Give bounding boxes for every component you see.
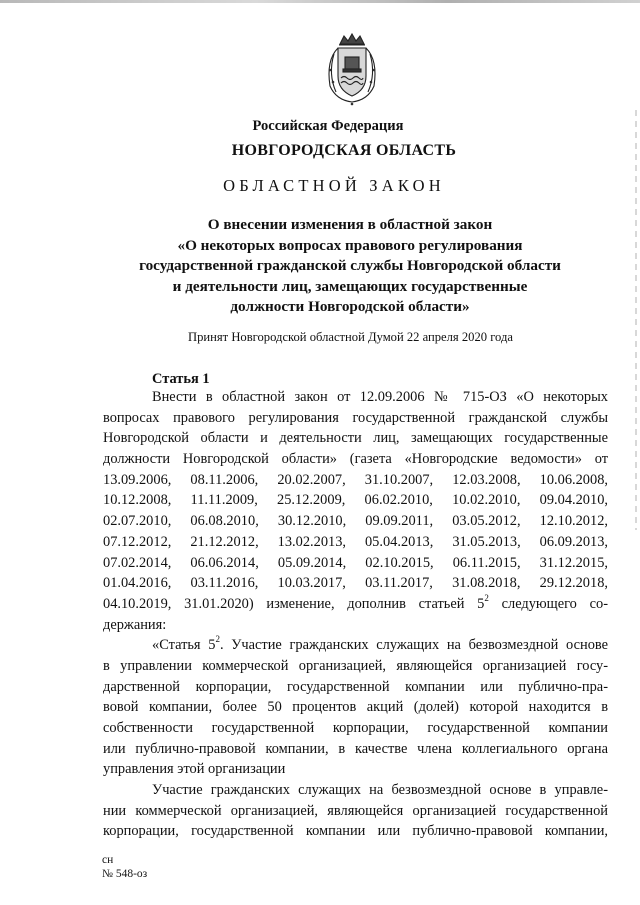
body-line: дарственной корпорации, государственной компании или публично-пра- xyxy=(103,678,608,695)
body-line xyxy=(103,594,608,615)
body-line: Новгородской области и деятельности лиц, замещающих государственные xyxy=(103,430,608,447)
body-line: 01.04.2016, 03.11.2016, 10.03.2017, 03.11.2017, 31.08.2018, 29.12.2018, xyxy=(103,575,608,592)
title-line: О внесении изменения в областной закон xyxy=(207,216,493,233)
coat-of-arms-emblem xyxy=(322,30,382,106)
body-line: 07.02.2014, 06.06.2014, 05.09.2014, 02.10.2015, 06.11.2015, 31.12.2015, xyxy=(103,554,608,571)
body-line: управления этой организации xyxy=(103,761,286,778)
body-line-part: следующего со- xyxy=(501,595,608,612)
body-line: должности Новгородской области» (газета «Новгородские ведомости» от xyxy=(103,451,608,468)
region-heading: НОВГОРОДСКАЯ ОБЛАСТЬ xyxy=(231,142,457,159)
scan-edge-right xyxy=(635,110,637,530)
footer xyxy=(102,853,147,881)
article-body xyxy=(103,387,608,842)
body-line: в управлении коммерческой организацией, являющейся организацией госу- xyxy=(103,657,608,674)
superscript: 2 xyxy=(215,634,220,645)
body-line: вовой компании, более 50 процентов акций (долей) которой находится в xyxy=(103,699,608,716)
country-heading: Российская Федерация xyxy=(252,118,404,134)
body-line: 02.07.2010, 06.08.2010, 30.12.2010, 09.09.2011, 03.05.2012, 12.10.2012, xyxy=(103,513,608,530)
title-line: и деятельности лиц, замещающих государственные xyxy=(172,277,528,295)
body-line: нии коммерческой организацией, являющейся организацией государственной xyxy=(103,802,608,819)
document-title xyxy=(130,215,570,318)
body-line xyxy=(103,635,608,656)
superscript: 2 xyxy=(484,593,489,604)
title-line: должности Новгородской области» xyxy=(230,298,470,315)
body-line-part: 04.10.2019, 31.01.2020) изменение, дополнив статьей 5 xyxy=(103,595,485,612)
footer-initials: сн xyxy=(102,854,114,866)
body-line: или публично-правовой компании, в качестве члена коллегиального органа xyxy=(103,740,608,757)
title-line: «О некоторых вопросах правового регулирования xyxy=(177,236,523,254)
document-type: ОБЛАСТНОЙ ЗАКОН xyxy=(223,176,445,195)
article-heading: Статья 1 xyxy=(152,371,210,387)
body-line: собственности государственной корпорации, государственной компании xyxy=(103,720,608,736)
body-line: корпорации, государственной компании или публично-правовой компании, xyxy=(103,823,608,840)
body-line: Внести в областной закон от 12.09.2006 № 715-ОЗ «О некоторых xyxy=(152,389,608,405)
body-line: Участие гражданских служащих на безвозмездной основе в управле- xyxy=(152,782,608,799)
body-line: 10.12.2008, 11.11.2009, 25.12.2009, 06.02.2010, 10.02.2010, 09.04.2010, xyxy=(103,492,608,509)
footer-number: № 548-оз xyxy=(102,868,148,880)
adoption-note: Принят Новгородской областной Думой 22 апреля 2020 года xyxy=(188,330,513,344)
body-line: 07.12.2012, 21.12.2012, 13.02.2013, 05.04.2013, 31.05.2013, 06.09.2013, xyxy=(103,533,608,550)
body-line: 13.09.2006, 08.11.2006, 20.02.2007, 31.10.2007, 12.03.2008, 10.06.2008, xyxy=(103,471,608,488)
body-line: держания: xyxy=(103,616,167,633)
scan-edge-top xyxy=(0,0,640,3)
body-line-part: «Статья 5 xyxy=(152,637,216,654)
title-line: государственной гражданской службы Новгородской области xyxy=(139,257,561,274)
body-line-part: . Участие гражданских служащих на безвозмездной основе xyxy=(219,637,608,654)
body-line: вопросах правового регулирования государственной гражданской службы xyxy=(103,409,608,426)
